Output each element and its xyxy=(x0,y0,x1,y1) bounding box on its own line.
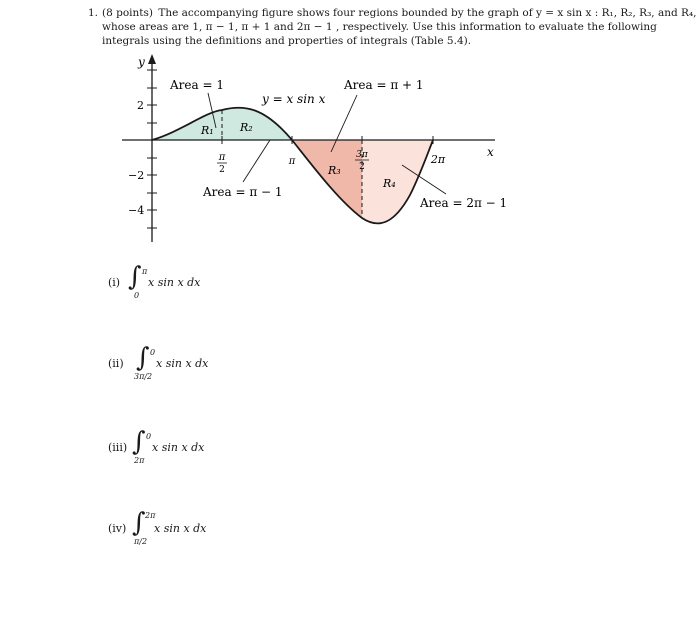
y-tick-2: 2 xyxy=(137,99,144,112)
y-tick-neg4: −4 xyxy=(128,204,145,217)
part-iii-upper: 0 xyxy=(146,432,152,441)
area-label-r1: Area = 1 xyxy=(170,78,224,92)
integral-sign-icon: ∫ xyxy=(132,427,146,457)
x-tick-three-half-pi-num: 3π xyxy=(356,150,368,160)
problem-line-2: whose areas are 1, π − 1, π + 1 and 2π − 1 , respectively. Use this information to evaluate the following xyxy=(102,21,657,33)
y-axis-arrow xyxy=(148,54,156,64)
area-label-r2: Area = π − 1 xyxy=(203,185,283,199)
integral-sign-icon: ∫ xyxy=(128,262,142,292)
part-ii-lower: 3π/2 xyxy=(134,372,153,381)
area-label-r3: Area = π + 1 xyxy=(344,78,424,92)
x-tick-three-half-pi-den: 2 xyxy=(359,162,365,172)
part-iii-label: (iii) xyxy=(108,441,128,454)
x-tick-half-pi-num: π xyxy=(218,152,226,163)
y-tick-neg2: −2 xyxy=(128,169,145,182)
part-i-upper: π xyxy=(142,267,148,276)
part-iii-integrand: x sin x dx xyxy=(152,441,205,454)
part-iv-lower: π/2 xyxy=(134,537,148,546)
x-tick-half-pi-den: 2 xyxy=(219,165,225,175)
part-ii-integrand: x sin x dx xyxy=(156,357,209,370)
problem-line-3: integrals using the definitions and properties of integrals (Table 5.4). xyxy=(102,35,472,47)
part-iii-lower: 2π xyxy=(134,456,145,465)
part-iv-upper: 2π xyxy=(145,511,156,520)
problem-number: 1. xyxy=(88,7,99,19)
part-iv-integrand: x sin x dx xyxy=(154,522,207,535)
part-ii-upper: 0 xyxy=(150,348,156,357)
part-i-lower: 0 xyxy=(134,291,140,300)
y-axis-label: y xyxy=(138,55,145,69)
part-iv-label: (iv) xyxy=(108,522,127,535)
x-axis-label: x xyxy=(487,145,494,159)
integral-sign-icon: ∫ xyxy=(136,343,150,373)
region-label-r4: R₄ xyxy=(383,177,396,190)
region-r2-fill xyxy=(222,108,292,140)
region-label-r1: R₁ xyxy=(201,124,214,137)
problem-points: (8 points) xyxy=(102,7,153,19)
x-tick-pi: π xyxy=(288,156,296,167)
region-label-r2: R₂ xyxy=(240,121,253,134)
region-r3-fill xyxy=(292,140,362,218)
part-i-integrand: x sin x dx xyxy=(148,276,201,289)
part-ii-label: (ii) xyxy=(108,357,124,370)
integral-sign-icon: ∫ xyxy=(132,508,146,538)
region-label-r3: R₃ xyxy=(328,164,341,177)
curve-label: y = x sin x xyxy=(262,92,326,106)
area-label-r4: Area = 2π − 1 xyxy=(420,196,508,210)
problem-text-1: The accompanying figure shows four regions bounded by the graph of y = x sin x : R₁, R₂, R₃, and R₄, xyxy=(158,7,697,19)
region-r4-fill xyxy=(362,140,433,223)
part-i-label: (i) xyxy=(108,276,121,289)
x-tick-two-pi: 2π xyxy=(430,153,446,166)
